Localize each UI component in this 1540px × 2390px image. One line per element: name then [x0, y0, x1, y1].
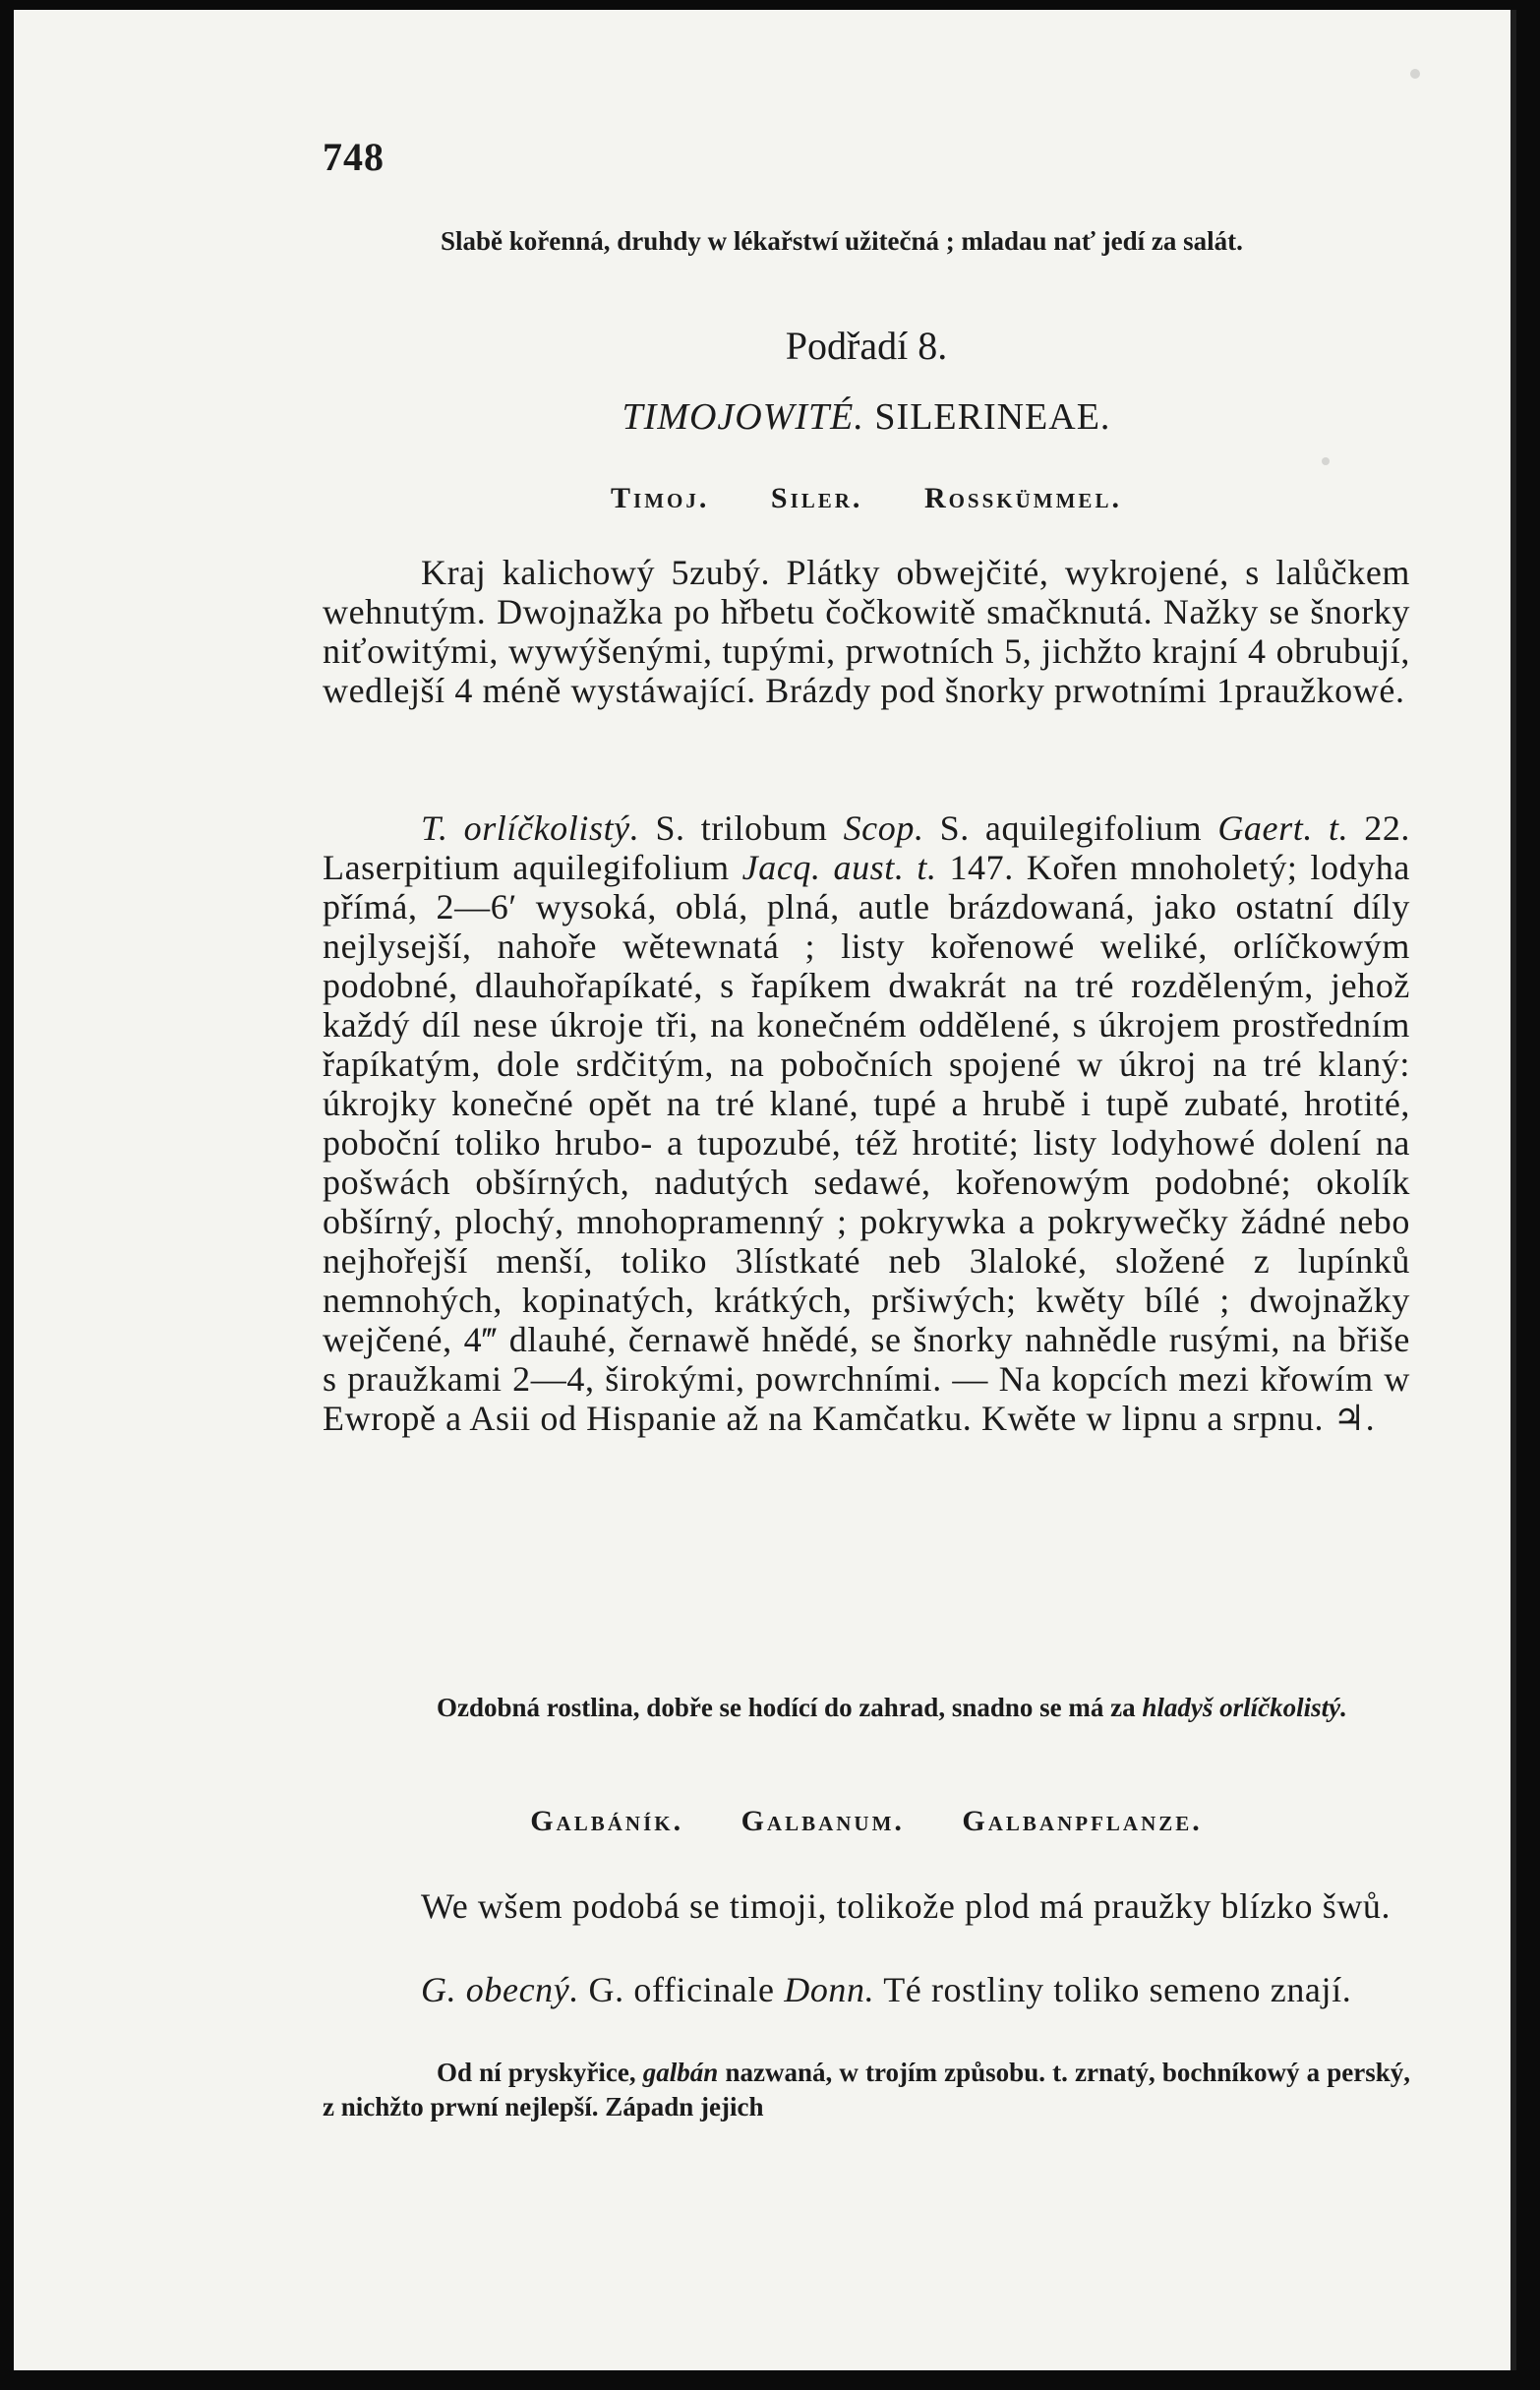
species-name-cz: T. orlíčkolistý. [421, 808, 640, 848]
family-latin: SILERINEAE. [874, 396, 1111, 438]
genus2-name-german: Galbanpflanze. [962, 1805, 1203, 1837]
family-czech: TIMOJOWITÉ. [622, 396, 864, 438]
species2-latin: G. officinale [588, 1970, 775, 2009]
species2-name-cz: G. obecný. [421, 1970, 579, 2009]
final-note-italic: galbán [642, 2058, 719, 2087]
species-author-1: Scop. [843, 808, 924, 848]
intro-note [323, 224, 1410, 259]
genus2-description-text: We wšem podobá se timoji, tolikože plod má praužky blízko šwů. [421, 1886, 1392, 1926]
genus2-name-latin: Galbanum. [740, 1805, 905, 1837]
page-smudge [1410, 69, 1420, 79]
species2-text: Té rostliny toliko semeno znají. [883, 1970, 1352, 2009]
species-latin: S. trilobum [655, 808, 828, 848]
final-note-start: Od ní pryskyřice, [437, 2058, 636, 2087]
species2-author: Donn. [784, 1970, 875, 2009]
species2-description [323, 1970, 1410, 2009]
species-author-3: Jacq. aust. t. [741, 848, 937, 887]
genus-description [323, 553, 1410, 710]
genus-description-text: Kraj kalichowý 5zubý. Plátky obwejčité, wykrojené, s lalůčkem wehnutým. Dwojnažka po hřbetu čočkowitě smačknutá. Nažky se šnorky niťowitými, wywýšenými, tupými, prwotních 5, jichžto krajní 4 obrubují, wedlejší 4 méně wystáwající. Brázdy pod šnorky prwotními 1praužkowé. [323, 553, 1410, 710]
species-note-text: Ozdobná rostlina, dobře se hodící do zahrad, snadno se má za [437, 1693, 1136, 1722]
intro-note-text: Slabě kořenná, druhdy w lékařstwí užitečná ; mladau nať jedí za salát. [441, 226, 1243, 256]
family-heading [323, 395, 1410, 439]
final-note [323, 2056, 1410, 2124]
final-note-rest: nazwaná, w trojím způsobu. t. zrnatý, bochníkowý a perský, z nichžto prwní nejlepší. Západn jejich [323, 2058, 1411, 2121]
species-description [323, 808, 1410, 1438]
genus-name-czech: Timoj. [611, 482, 710, 514]
page-smudge [1322, 457, 1330, 465]
genus-name-german: Rosskümmel. [923, 482, 1122, 514]
species-note-italic: hladyš orlíčkolistý. [1142, 1693, 1347, 1722]
species-author-2: Gaert. t. [1217, 808, 1349, 848]
species-reference-3: 147. [949, 848, 1014, 887]
genus-name-latin: Siler. [770, 482, 863, 514]
genus-names [323, 482, 1410, 515]
species-synonym-1: S. aquilegifolium [939, 808, 1203, 848]
genus2-names [323, 1805, 1410, 1838]
page-number: 748 [323, 135, 385, 179]
genus2-name-czech: Galbáník. [530, 1805, 684, 1837]
species-reference-2: 22. Laserpitium aquilegifolium [323, 808, 1411, 887]
suborder-heading: Podřadí 8. [785, 324, 948, 368]
genus2-description [323, 1886, 1410, 1926]
species-note [323, 1691, 1410, 1725]
species-text: Kořen mnoholetý; lodyha přímá, 2—6′ wysoká, oblá, plná, autle brázdowaná, jako ostatní díly nejlysejší, nahoře wětewnatá ; listy kořenowé weliké, orlíčkowým podobné, dlauhořapíkaté, s řapíkem dwakrát na tré rozděleným, jehož každý díl nese úkroje tři, na konečném oddělené, s úkrojem prostředním řapíkatým, dole srdčitým, na pobočních spojené w úkroj na tré klaný: úkrojky konečné opět na tré klané, tupé a hrubě i tupě zubaté, hrotité, poboční toliko hrubo- a tupozubé, též hrotité; listy lodyhowé dolení na pošwách obšírných, nadutých sedawé, kořenowým podobné; okolík obšírný, plochý, mnohopramenný ; pokrywka a pokrywečky žádné nebo nejhořejší menší, toliko 3lístkaté neb 3laloké, složené z lupínků nemnohých, kopinatých, krátkých, pršiwých; kwěty bílé ; dwojnažky wejčené, 4‴ dlauhé, černawě hnědé, se šnorky nahnědle rusými, na břiše s praužkami 2—4, širokými, powrchními. — Na kopcích mezi křowím w Ewropě a Asii od Hispanie až na Kamčatku. Kwěte w lipnu a srpnu. ♃. [323, 848, 1410, 1438]
